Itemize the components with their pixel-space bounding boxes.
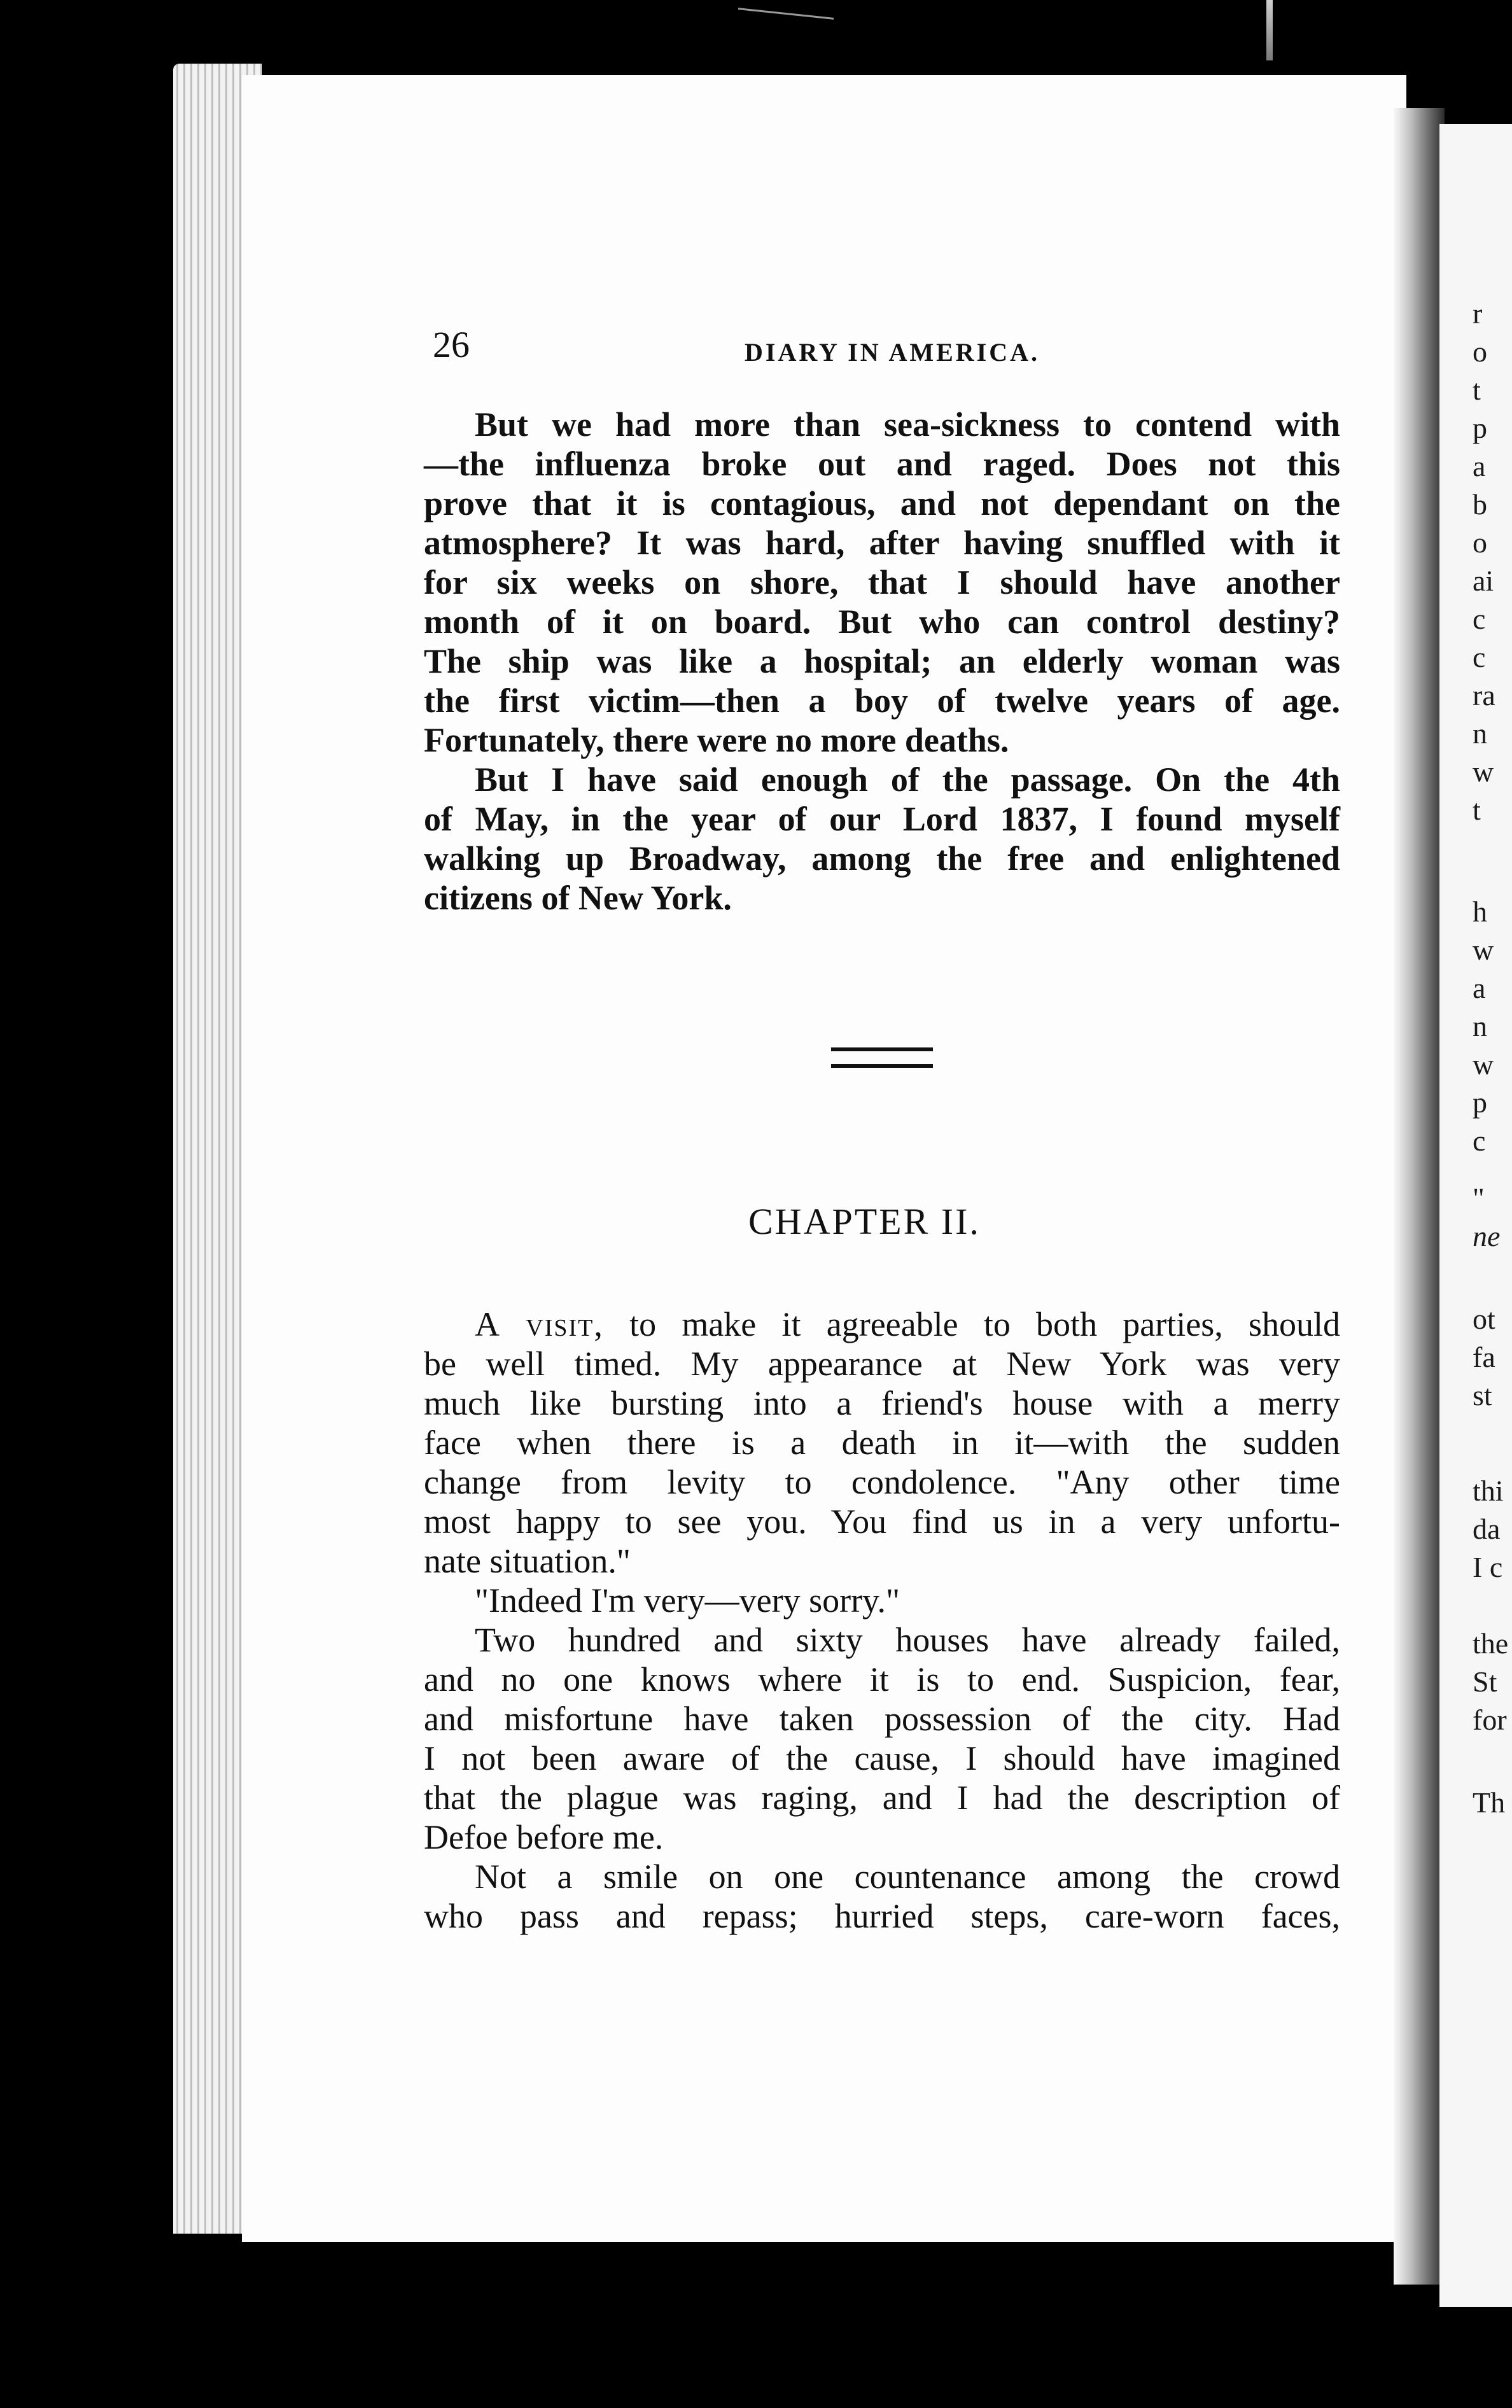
facing-page-text-fragment: r	[1473, 297, 1483, 330]
text-line-rest: to make it agreeable to both parties, should	[603, 1305, 1340, 1343]
facing-page-text-fragment: "	[1473, 1182, 1485, 1214]
text-line: much like bursting into a friend's house with a merry	[424, 1384, 1340, 1422]
text-line: But we had more than sea-sickness to contend with	[475, 405, 1340, 444]
facing-page-text-fragment: b	[1473, 488, 1487, 521]
section-divider-ornament	[831, 1047, 933, 1068]
facing-page-text-fragment: the	[1473, 1627, 1509, 1660]
facing-page-text-fragment: ra	[1473, 679, 1495, 711]
facing-page-text-fragment: w	[1473, 755, 1494, 788]
text-line: walking up Broadway, among the free and enlightened	[424, 839, 1340, 878]
facing-page-text-fragment: ne	[1473, 1220, 1501, 1252]
text-line: citizens of New York.	[424, 879, 732, 917]
facing-page-text-fragment: fa	[1473, 1341, 1495, 1373]
facing-page-text-fragment: h	[1473, 895, 1487, 928]
facing-page-text-fragment: n	[1473, 1010, 1487, 1042]
text-line: month of it on board. But who can control destiny?	[424, 603, 1340, 641]
text-line: I not been aware of the cause, I should have imagined	[424, 1739, 1340, 1777]
facing-page-text-fragment: ai	[1473, 564, 1494, 597]
passage-1	[424, 405, 1340, 918]
scan-artifact-mark	[1266, 0, 1273, 60]
text-line: the first victim—then a boy of twelve years of age.	[424, 682, 1340, 720]
facing-page-text-fragment: p	[1473, 1086, 1487, 1119]
text-line: —the influenza broke out and raged. Does not this	[424, 445, 1340, 483]
text-line: and no one knows where it is to end. Suspicion, fear,	[424, 1660, 1340, 1698]
text-line	[424, 1305, 1340, 1344]
facing-page-text-fragment: St	[1473, 1665, 1497, 1698]
text-line: Not a smile on one countenance among the crowd	[475, 1858, 1340, 1896]
passage-2	[424, 1305, 1340, 1936]
facing-page-text-fragment: da	[1473, 1513, 1501, 1545]
text-line: of May, in the year of our Lord 1837, I found myself	[424, 800, 1340, 838]
text-line: for six weeks on shore, that I should have another	[424, 563, 1340, 601]
book-page-right-fragment	[1439, 124, 1512, 2307]
text-line: face when there is a death in it—with the sudden	[424, 1424, 1340, 1462]
facing-page-text-fragment: c	[1473, 641, 1486, 673]
facing-page-text-fragment: w	[1473, 1048, 1494, 1081]
facing-page-text-fragment: n	[1473, 717, 1487, 750]
facing-page-text-fragment: a	[1473, 972, 1486, 1004]
text-line: Fortunately, there were no more deaths.	[424, 721, 1009, 759]
facing-page-text-fragment: a	[1473, 450, 1486, 482]
text-line: The ship was like a hospital; an elderly woman was	[424, 642, 1340, 680]
facing-page-text-fragment: c	[1473, 1124, 1486, 1157]
facing-page-text-fragment: t	[1473, 794, 1481, 826]
facing-page-text-fragment: c	[1473, 603, 1486, 635]
text-line: atmosphere? It was hard, after having snuffled with it	[424, 524, 1340, 562]
text-line: that the plague was raging, and I had the description of	[424, 1779, 1340, 1817]
facing-page-text-fragment: Th	[1473, 1786, 1506, 1819]
book-gutter	[1394, 108, 1445, 2285]
text-line: Two hundred and sixty houses have already failed,	[475, 1621, 1340, 1659]
facing-page-text-fragment: o	[1473, 335, 1487, 368]
text-line: be well timed. My appearance at New York was very	[424, 1345, 1340, 1383]
facing-page-text-fragment: ot	[1473, 1303, 1495, 1335]
text-line: change from levity to condolence. "Any other time	[424, 1463, 1340, 1501]
facing-page-text-fragment: t	[1473, 374, 1481, 406]
facing-page-text-fragment: o	[1473, 526, 1487, 559]
facing-page-text-fragment: st	[1473, 1379, 1492, 1411]
scan-artifact-mark	[738, 0, 834, 20]
chapter-heading: CHAPTER II.	[748, 1201, 981, 1242]
text-line: Defoe before me.	[424, 1818, 664, 1856]
text-line: who pass and repass; hurried steps, care-worn faces,	[424, 1897, 1340, 1935]
text-line: But I have said enough of the passage. On the 4th	[475, 760, 1340, 799]
facing-page-text-fragment: I c	[1473, 1551, 1503, 1583]
facing-page-text-fragment: w	[1473, 934, 1494, 966]
text-line: nate situation."	[424, 1542, 631, 1580]
facing-page-text-fragment: thi	[1473, 1474, 1504, 1507]
facing-page-text-fragment: for	[1473, 1704, 1507, 1736]
text-line: most happy to see you. You find us in a very unfortu-	[424, 1502, 1340, 1541]
page-number: 26	[433, 324, 470, 365]
text-line: prove that it is contagious, and not dependant on the	[424, 484, 1340, 522]
text-line: and misfortune have taken possession of the city. Had	[424, 1700, 1340, 1738]
chapter-opening-word: A visit,	[475, 1305, 604, 1343]
text-line: "Indeed I'm very—very sorry."	[475, 1581, 900, 1620]
facing-page-text-fragment: p	[1473, 412, 1487, 444]
running-head: DIARY IN AMERICA.	[745, 338, 1040, 367]
